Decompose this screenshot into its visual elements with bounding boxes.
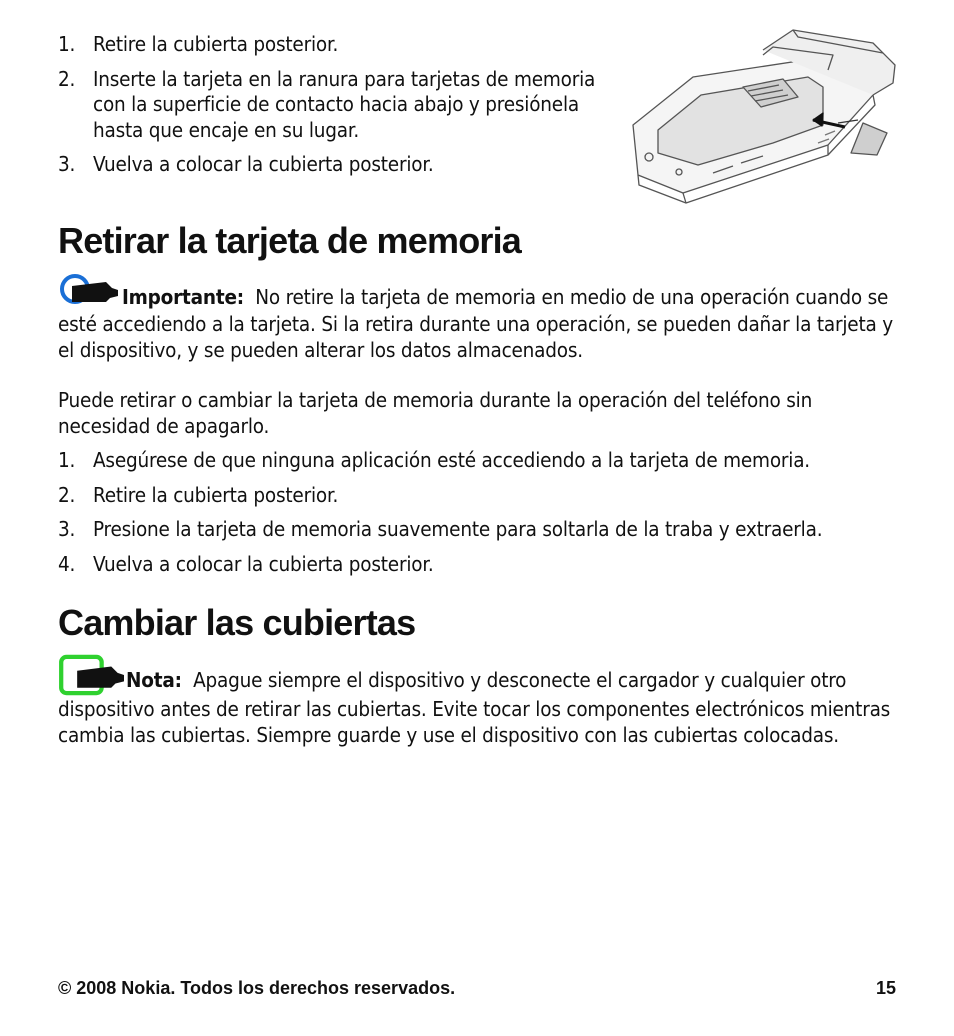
- memory-card-insert-steps: [58, 32, 618, 187]
- copyright-text: © 2008 Nokia. Todos los derechos reservados.: [58, 978, 456, 998]
- step-number: 4.: [58, 551, 76, 576]
- note-label: Nota:: [126, 668, 182, 692]
- paragraph-hot-swap: Puede retirar o cambiar la tarjeta de memoria durante la operación del teléfono sin necesidad de apagarlo.: [58, 388, 813, 438]
- list-item: [58, 517, 918, 543]
- important-text: No retire la tarjeta de memoria en medio de una operación cuando se esté accediendo a la tarjeta. Si la retira durante una operación, se pueden dañar la tarjeta y el dispositivo, y se pueden alterar los datos almacenados.: [58, 285, 893, 362]
- phone-memory-card-illustration: [623, 25, 899, 207]
- important-label: Importante:: [122, 285, 244, 309]
- step-number: 1.: [58, 448, 76, 472]
- step-text: Vuelva a colocar la cubierta posterior.: [93, 152, 434, 176]
- page-footer: [58, 978, 896, 999]
- step-text: Retire la cubierta posterior.: [93, 482, 339, 507]
- important-icon: [58, 272, 120, 312]
- step-number: 3.: [58, 517, 76, 541]
- step-text: Retire la cubierta posterior.: [93, 32, 339, 56]
- list-item: [58, 67, 618, 144]
- page-number: 15: [875, 978, 896, 998]
- step-number: 2.: [58, 482, 76, 507]
- step-number: 2.: [58, 66, 76, 91]
- step-text: Vuelva a colocar la cubierta posterior.: [93, 551, 434, 576]
- step-number: 3.: [58, 152, 76, 176]
- step-text: Presione la tarjeta de memoria suavemente para soltarla de la traba y extraerla.: [93, 517, 823, 541]
- note-notice: [58, 653, 898, 748]
- note-icon: [58, 653, 124, 697]
- list-item: [58, 483, 918, 509]
- step-number: 1.: [58, 32, 76, 56]
- memory-card-remove-steps: [58, 448, 918, 586]
- section-heading-change-covers: Cambiar las cubiertas: [58, 602, 416, 643]
- list-item: [58, 32, 618, 58]
- note-text: Apague siempre el dispositivo y desconecte el cargador y cualquier otro dispositivo antes de retirar las cubiertas. Evite tocar los componentes electrónicos mientras cambia las cubiertas. Siempre guarde y use el dispositivo con las cubiertas colocadas.: [58, 668, 891, 747]
- important-notice: [58, 272, 898, 363]
- step-text: Asegúrese de que ninguna aplicación esté accediendo a la tarjeta de memoria.: [93, 448, 810, 472]
- list-item: [58, 448, 918, 474]
- list-item: [58, 152, 618, 178]
- list-item: [58, 552, 918, 578]
- section-heading-remove-card: Retirar la tarjeta de memoria: [58, 220, 522, 261]
- step-text: Inserte la tarjeta en la ranura para tarjetas de memoria con la superficie de contacto hacia abajo y presiónela hasta que encaje en su lugar.: [93, 66, 596, 142]
